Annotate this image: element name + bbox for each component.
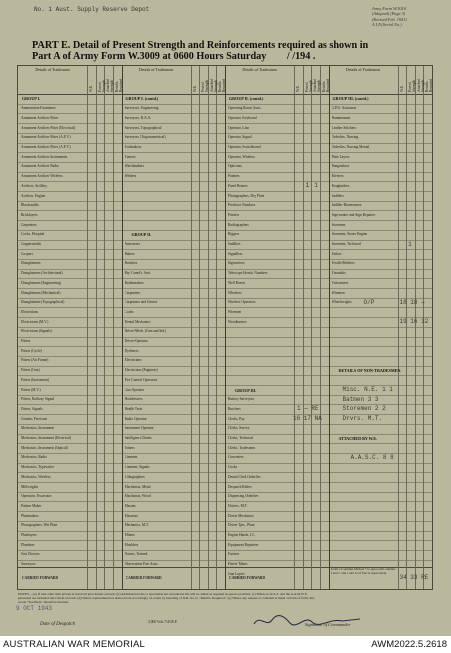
- trade-label: Wiremen: [331, 290, 345, 295]
- trade-label: Armament Artificer Instruments: [21, 154, 68, 159]
- trade-label: Operator, Keyboard: [228, 115, 257, 120]
- sub-header: Attached Strength: [313, 79, 322, 92]
- trade-label: Health Tests: [124, 406, 143, 411]
- sub-header: Posted Strength: [408, 79, 417, 92]
- trade-label: Draughtsmen (Topographical): [21, 300, 65, 305]
- sub-header: W.E.: [192, 84, 197, 92]
- trade-label: Operator, Switchboard: [228, 145, 261, 149]
- detail-rule: [294, 66, 295, 589]
- trade-label: Wheelers: [228, 290, 242, 295]
- carried-forward-label: CARRIED FORWARD: [125, 576, 162, 580]
- sub-rule: [199, 66, 200, 589]
- trade-label: Radiographers: [228, 222, 249, 227]
- trade-label: Intelligence Duties: [124, 436, 152, 440]
- trade-label: Orderlies, Nursing Mental: [331, 145, 370, 149]
- form-title-line1: PART E. Detail of Present Strength and Reinforcements required as shown in: [32, 40, 369, 51]
- sub-header: Attached Strength: [106, 79, 115, 92]
- trade-label: Fitters (Cycle): [21, 348, 42, 353]
- trade-label: Sign-maker and Sign Repairer: [331, 212, 376, 217]
- trade-label: Printers: [228, 212, 240, 217]
- trade-label: Equipment Repairers: [228, 542, 259, 547]
- trade-label: Panel Beaters: [228, 183, 248, 188]
- trade-label: Miners: [124, 533, 135, 537]
- archive-reference: AWM2022.5.2618: [371, 639, 447, 650]
- trade-label: Fitters' Mates: [228, 562, 248, 567]
- sub-header: Posted Strength: [304, 79, 313, 92]
- sub-header: W.E.: [89, 84, 93, 92]
- trade-label: Plate Layers: [331, 154, 350, 159]
- form-title-line2: [32, 51, 442, 62]
- trade-label: Cooks: [124, 309, 134, 314]
- strength-table: [17, 65, 433, 590]
- group-header: GROUP III. (contd.): [332, 96, 369, 101]
- trade-label: Nurses, Trained: [124, 552, 148, 557]
- carried-forward-label: CARRIED FORWARD: [229, 576, 266, 580]
- trade-label: Platemakers: [21, 513, 39, 518]
- trade-label: Observation Post Assts.: [124, 562, 159, 567]
- sub-header: Attached Strength: [209, 79, 218, 92]
- totals-note: Totals of columns Marked * to agree with columns 4 and 7, and 1 and 12 of Part A respectively.: [330, 568, 396, 575]
- trade-label: Millwrights: [21, 484, 38, 489]
- sub-header: W.E.: [399, 84, 404, 92]
- trade-label: Welders: [124, 174, 137, 179]
- detail-header: Details of Tradesmen: [345, 67, 381, 72]
- archive-footer: [0, 636, 451, 653]
- sub-rule: [423, 66, 424, 589]
- trade-label: Well Borers: [228, 280, 246, 285]
- trade-label: Opticians: [228, 164, 242, 169]
- section-rule: [225, 66, 226, 589]
- trade-label: Gun Layers: [228, 571, 245, 576]
- trade-label: Masons: [124, 503, 136, 508]
- trade-label: Driver Mechanics: [228, 513, 254, 518]
- sub-rule: [406, 66, 407, 589]
- trade-label: Clerks, Survey: [228, 426, 250, 431]
- trade-label: Driver-Mech. (Gun and Ind.): [124, 329, 167, 334]
- trade-label: Draughtsmen (Mechanical): [21, 290, 61, 295]
- trade-label: Telescope Identit. Numbers: [228, 271, 268, 276]
- handwritten-entry: Misc. N.E. 1 1: [342, 386, 393, 393]
- trade-label: Mechanics, Instrument: [21, 426, 54, 431]
- printer-imprint: 3,000 Vols 7/43 R.P.: [148, 620, 178, 624]
- handwritten-entry: A.A.S.C. 8 8: [350, 453, 394, 461]
- trade-label: Mechanics, Radio: [21, 455, 47, 460]
- trade-label: Linemen: [124, 455, 138, 460]
- trade-label: Bty. Comd's. Asst.: [124, 271, 151, 276]
- trade-label: Butchers: [228, 406, 241, 411]
- trade-label: Draughtsmen: [21, 261, 41, 266]
- trade-label: Pattern Maker: [21, 503, 42, 508]
- trade-label: Mechanics, Wireless: [21, 474, 51, 479]
- trade-label: Saddler-Harnessmen: [331, 203, 362, 208]
- handwritten-entry: 1 — RE: [297, 405, 319, 413]
- trade-label: Clerks, Pay: [228, 416, 245, 421]
- group-header: GROUP II.: [131, 232, 152, 238]
- trade-label: Surveyors, Engineering: [124, 106, 159, 111]
- sub-rule: [415, 66, 416, 589]
- trade-label: Fitters: [21, 339, 31, 343]
- trade-label: Artificer, Engine: [21, 193, 46, 198]
- trade-label: Photographers, Wet Plate: [21, 523, 58, 528]
- trade-label: Saddlers: [228, 242, 241, 246]
- trade-label: Mechanics, Typewriter: [21, 465, 55, 470]
- group-header: GROUP III.: [235, 387, 257, 393]
- trade-label: Signallers: [228, 251, 243, 256]
- sub-header: Posted Strength: [97, 79, 106, 92]
- sub-rule: [104, 66, 105, 589]
- trade-label: Linemen, Signals: [124, 465, 150, 470]
- trade-label: Electricians: [124, 358, 142, 363]
- sub-header: W.E.: [296, 84, 300, 92]
- handwritten-entry: 34 33 RE: [399, 574, 429, 581]
- trade-label: Clerks, Technical: [228, 436, 254, 440]
- trade-label: Artificer, Artillery: [21, 183, 48, 188]
- trade-label: Dyeliners: [124, 348, 139, 353]
- trade-label: Lithographers: [124, 474, 145, 479]
- trade-label: Hammermen: [331, 115, 351, 120]
- date-stamp: 9 OCT 1943: [16, 605, 53, 612]
- trade-label: Fitters (M.V.): [21, 387, 41, 392]
- sub-header: Reinfts. Required: [425, 78, 434, 92]
- sub-rule: [311, 66, 312, 589]
- handwritten-entry: 18 18 —: [399, 298, 425, 306]
- trade-label: Blacksmiths: [21, 203, 39, 208]
- trade-label: Armament Artificer Fitter (Electrical): [21, 125, 76, 130]
- trade-label: Machinists, Metal: [124, 484, 151, 489]
- sub-rule: [320, 66, 321, 589]
- sub-rule: [96, 66, 97, 589]
- trade-label: Surveyors (Trigonometrical): [124, 135, 166, 140]
- handwritten-entry: Batmen 3 3: [342, 395, 379, 403]
- sub-header: Reinfts. Required: [321, 78, 330, 92]
- trade-label: Driver Tpts., Plant: [228, 523, 255, 528]
- unit-line: No. 1 Aust. Supply Reserve Depot: [34, 6, 150, 13]
- trade-label: Radio Operator: [124, 416, 147, 421]
- trade-label: Riggers: [228, 232, 240, 237]
- trade-label: Saddlers: [331, 193, 344, 198]
- trade-label: Masseurs: [124, 513, 139, 518]
- trade-label: Electricians (Signals): [21, 329, 52, 334]
- title-text: Part A of Army Form W.3009 at 0600 Hours Saturday: [32, 51, 267, 62]
- trade-label: Fitters, Railway Signal: [21, 397, 55, 402]
- group-header: ATTACHED BY W.E.: [338, 436, 378, 441]
- trade-label: Plumbers: [21, 542, 35, 547]
- handwritten-entry: Storemen 2 2: [342, 405, 386, 413]
- detail-header: Details of Tradesmen: [242, 67, 277, 72]
- trade-label: Photographers, Dry Plate: [228, 193, 265, 198]
- trade-label: Wiremen: [228, 309, 242, 314]
- trade-label: Rangetakers: [331, 164, 350, 169]
- group-header: GROUP I. (contd.): [125, 96, 159, 101]
- trade-label: Carpenters: [124, 290, 141, 295]
- archive-name: AUSTRALIAN WAR MEMORIAL: [3, 639, 146, 650]
- trade-label: Coppersmiths: [21, 242, 41, 246]
- trade-label: Butchers: [124, 261, 138, 266]
- trade-label: Tinsmiths: [331, 271, 346, 276]
- trade-label: Riveters: [331, 174, 344, 179]
- trade-label: Armament Artificer Fitter (A.F.V.): [21, 135, 71, 140]
- signature-caption: Signature of Commander: [305, 622, 351, 627]
- trade-label: Dispensing Orderlies: [228, 494, 259, 499]
- trade-label: Fitters (Air Frame): [21, 358, 49, 363]
- form-reference: [372, 6, 442, 28]
- trade-label: Predictor Numbers: [228, 203, 256, 208]
- detail-rule: [87, 66, 88, 589]
- trade-label: Draughtsmen (Engineering): [21, 280, 62, 285]
- sub-header: Reinfts. Required: [218, 78, 227, 92]
- trade-label: Surveyors, R.A.A.: [124, 115, 152, 120]
- trade-label: Electricians: [21, 309, 38, 314]
- trade-label: Textile Refitters: [331, 261, 355, 266]
- sub-rule: [208, 66, 209, 589]
- sub-header: Attached Strength: [416, 79, 425, 92]
- trade-label: Watchmakers: [124, 164, 144, 169]
- handwritten-entry: 19 16 32: [399, 318, 429, 326]
- handwritten-entry: 1: [314, 182, 318, 190]
- trade-label: Dental Mechanics: [124, 319, 151, 324]
- trade-label: Operator, Signal: [228, 135, 252, 140]
- trade-label: Surveyors: [21, 562, 36, 567]
- trade-label: Saw Doctors: [21, 552, 40, 557]
- trade-label: Joiners: [124, 445, 135, 450]
- trade-label: Draughtsmen (Architectural): [21, 271, 63, 276]
- trade-label: Toolmakers: [124, 145, 142, 149]
- trade-label: Electricians (Engineer): [124, 368, 158, 373]
- trade-label: Armament Artificer Wireless: [21, 174, 63, 179]
- trade-label: Wireless Operators: [228, 300, 256, 305]
- trade-label: Orderlies, Nursing: [331, 135, 359, 140]
- trade-label: Armament Artificer Fitter: [21, 115, 59, 120]
- trade-label: Driver-Operator: [124, 339, 148, 343]
- trade-label: Cooks, Hospital: [21, 232, 45, 237]
- trade-label: Fitters, Signals: [21, 406, 43, 411]
- handwritten-entry: 16 17 NA: [293, 415, 322, 423]
- trade-label: Fire Control Operators: [124, 377, 158, 382]
- trade-label: Vulcanisers: [331, 280, 349, 285]
- trade-label: Signwriters: [228, 261, 245, 266]
- trade-label: Fitters (Gun): [21, 368, 40, 373]
- trade-label: Gun Operator: [124, 387, 145, 392]
- trade-label: Battery Surveyors: [228, 397, 255, 402]
- detail-rule: [398, 66, 399, 589]
- trade-label: Instrument Operator: [124, 426, 154, 431]
- trade-label: Boilermakers: [124, 280, 144, 285]
- date-of-despatch-label: Date of Despatch: [40, 622, 75, 627]
- trade-label: Surveyors, Topographical: [124, 125, 162, 130]
- trade-label: Turners: [124, 154, 136, 159]
- trade-label: Wheelwrights: [331, 300, 352, 305]
- trade-label: Armourers: [124, 242, 141, 246]
- trade-label: Hairdressers: [124, 397, 143, 402]
- trade-label: Carpenters and Joiners: [124, 300, 158, 305]
- trade-label: Carpenters: [21, 222, 37, 227]
- section-rule: [329, 66, 330, 589]
- trade-label: Platelayers: [21, 533, 37, 537]
- trade-label: Coopers: [21, 251, 33, 256]
- trade-label: Armament Artificer Radio: [21, 164, 59, 169]
- sub-rule: [303, 66, 304, 589]
- form-ref-line: Army Form W.3010: [372, 6, 406, 11]
- trade-label: Machinists, Wood: [124, 494, 151, 499]
- trade-label: Storemen: [331, 222, 346, 227]
- section-rule: [122, 66, 123, 589]
- trade-label: Tailors: [331, 251, 342, 256]
- detail-header: Details of Tradesmen: [138, 67, 174, 72]
- form-notes: NOTES.—(a) If task other than private is involved give details on back. (b) Additional trades or specialists not included in list will be added as required in spaces provided. (c) Where A.W.A.S. and the A.A.M.W.S. personnel are included show them on back. (d) Where replacement not desired note accordingly on return by inserting of N.R. in col. "Reinfts. Required." (e) Where any request or criticism is made on back of form, this words "See Back" should be inserted.: [18, 592, 315, 605]
- trade-label: Mechanics, Instrument (Optical): [21, 445, 68, 450]
- form-ref-line: (Revised Feb. 1941): [372, 16, 407, 22]
- commander-signature: [250, 612, 370, 630]
- group-header: DETAILS OF NON-TRADESMEN.: [338, 368, 402, 374]
- trade-label: Electricians (M.V.): [21, 319, 49, 324]
- trade-label: Armament Artificer Fitter (A.F.V.): [21, 145, 71, 149]
- trade-label: Storemen, Stores Engine: [331, 232, 368, 237]
- carried-forward-label: CARRIED FORWARD: [22, 576, 59, 580]
- form-ref-line: (Adapted) (Page 3): [372, 11, 406, 17]
- trade-label: Moulders: [124, 542, 139, 547]
- group-header: GROUP II. (contd.): [229, 96, 264, 101]
- trade-label: Operators, Excavator: [21, 494, 52, 499]
- handwritten-entry: Drvrs. M.T.: [342, 415, 383, 423]
- sub-header: Reinfts. Required: [114, 78, 123, 92]
- handwritten-entry: 1: [408, 240, 412, 248]
- detail-rule: [191, 66, 192, 589]
- trade-label: Farriers: [228, 552, 240, 557]
- trade-label: Operator, Wireless: [228, 154, 255, 159]
- sub-rule: [216, 66, 217, 589]
- trade-label: Mechanics, M.T.: [124, 523, 149, 528]
- trade-label: Ammunition Examiners: [21, 106, 56, 111]
- trade-label: Roughriders: [331, 183, 350, 188]
- trade-label: Cooks: [228, 465, 238, 470]
- handwritten-entry: O/P: [363, 298, 375, 306]
- sub-header: Posted Strength: [201, 79, 210, 92]
- trade-label: Storemen, Technical: [331, 242, 361, 246]
- title-date: / /194 .: [286, 51, 316, 62]
- trade-label: Mechanics, Instrument (Electrical): [21, 436, 71, 440]
- trade-label: Concreters: [228, 455, 244, 460]
- trade-label: Fitters (Instrument): [21, 377, 50, 382]
- trade-label: Clerks, Tradesmen: [228, 445, 255, 450]
- detail-header: Details of Tradesmen: [35, 67, 70, 72]
- trade-label: Operating Room Assts.: [228, 106, 262, 111]
- handwritten-entry: 1: [305, 182, 310, 190]
- trade-label: Painters: [228, 174, 240, 179]
- trade-label: Leather Stitchers: [331, 125, 356, 130]
- sub-rule: [113, 66, 114, 589]
- trade-label: Grinder, Precision: [21, 416, 48, 421]
- trade-label: Drivers, M.T.: [228, 503, 248, 508]
- trade-label: Woodturners: [228, 319, 247, 324]
- form-ref-line: A.I.F.(Serial No.): [372, 22, 402, 28]
- trade-label: Dental Clerk Orderlies: [228, 474, 261, 479]
- trade-label: Despatch Riders: [228, 484, 252, 489]
- trade-label: G.P.O. Assistants: [331, 106, 357, 111]
- trade-label: Operator, Lino: [228, 125, 250, 130]
- group-header: GROUP I.: [22, 96, 41, 101]
- trade-label: Engine Hands, I.C.: [228, 533, 256, 537]
- trade-label: Bakers: [124, 251, 135, 256]
- trade-label: Bricklayers: [21, 212, 38, 217]
